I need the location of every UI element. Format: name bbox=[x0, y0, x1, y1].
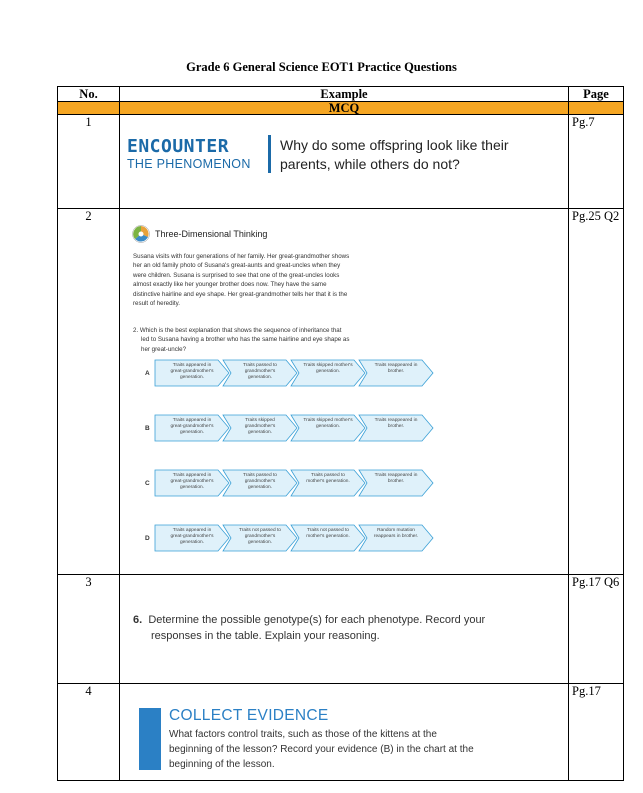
collect-evidence-text: What factors control traits, such as those of the kittens at the beginning of the lesson? Record your evidence (B) in the chart at the beginning of the lesson. bbox=[169, 729, 474, 770]
sequence-arrow bbox=[358, 414, 434, 442]
mcq-label: MCQ bbox=[120, 102, 569, 115]
header-example: Example bbox=[120, 87, 569, 102]
sequence-arrow bbox=[154, 469, 230, 497]
sequence-step-text: Traits not passed to grandmother's generation. bbox=[239, 528, 281, 545]
option-letter: C bbox=[145, 479, 150, 487]
example-cell bbox=[120, 115, 569, 209]
sequence-step-text: Traits reappeared in brother. bbox=[374, 363, 418, 374]
sequence-arrow bbox=[358, 469, 434, 497]
sequence-step-text: Traits appeared in great-grandmother's generation. bbox=[170, 528, 214, 545]
header-no: No. bbox=[58, 87, 120, 102]
sequence-arrow bbox=[358, 359, 434, 387]
question-text: 2. Which is the best explanation that shows the sequence of inheritance that led to Susana having a brother who has the same hairline and eye shape as her great-uncle? bbox=[133, 327, 350, 353]
sequence-arrow bbox=[358, 524, 434, 552]
option-b[interactable] bbox=[145, 414, 426, 442]
three-d-thinking-icon bbox=[132, 225, 150, 243]
sequence-arrow bbox=[222, 414, 298, 442]
mcq-row bbox=[58, 102, 624, 115]
header-page: Page bbox=[569, 87, 624, 102]
three-d-badge bbox=[132, 225, 267, 243]
sequence-arrow bbox=[154, 524, 230, 552]
sequence-step-text: Traits reappeared in brother. bbox=[374, 473, 418, 484]
sequence-step-text: Traits skipped grandmother's generation. bbox=[244, 418, 276, 435]
sequence-step-text: Traits appeared in great-grandmother's generation. bbox=[170, 363, 214, 380]
sequence-step-text: Traits appeared in great-grandmother's generation. bbox=[170, 418, 214, 435]
sequence-arrow bbox=[222, 359, 298, 387]
sequence-step-text: Traits not passed to mother's generation. bbox=[306, 528, 350, 539]
page-ref: Pg.17 bbox=[569, 684, 624, 781]
option-letter: A bbox=[145, 369, 150, 377]
example-cell bbox=[120, 209, 569, 575]
sequence-arrow bbox=[154, 414, 230, 442]
option-c[interactable] bbox=[145, 469, 426, 497]
sequence-step-text: Traits reappeared in brother. bbox=[374, 418, 418, 429]
encounter-heading bbox=[127, 137, 251, 172]
encounter-title: ENCOUNTER bbox=[127, 136, 230, 157]
option-letter: D bbox=[145, 534, 150, 542]
page-ref: Pg.17 Q6 bbox=[569, 575, 624, 684]
page-ref: Pg.25 Q2 bbox=[569, 209, 624, 575]
table-row bbox=[58, 575, 624, 684]
page-ref: Pg.7 bbox=[569, 115, 624, 209]
encounter-question: Why do some offspring look like their parents, while others do not? bbox=[280, 137, 509, 172]
sequence-arrow bbox=[154, 359, 230, 387]
collect-evidence-marker bbox=[139, 708, 161, 770]
sequence-arrow bbox=[290, 524, 366, 552]
row-number: 2 bbox=[58, 209, 120, 575]
row-number: 4 bbox=[58, 684, 120, 781]
sequence-arrow bbox=[290, 469, 366, 497]
three-d-thinking-label: Three-Dimensional Thinking bbox=[155, 229, 268, 239]
example-cell bbox=[120, 575, 569, 684]
question-number: 6. bbox=[133, 614, 143, 626]
row-number: 3 bbox=[58, 575, 120, 684]
table-row bbox=[58, 115, 624, 209]
sequence-step-text: Traits skipped mother's generation. bbox=[303, 418, 353, 429]
option-letter: B bbox=[145, 424, 150, 432]
header-row bbox=[58, 87, 624, 102]
sequence-step-text: Traits passed to grandmother's generation. bbox=[243, 363, 277, 380]
sequence-arrow bbox=[290, 414, 366, 442]
collect-evidence-title: COLLECT EVIDENCE bbox=[169, 707, 329, 724]
sequence-step-text: Random mutation reappears in brother. bbox=[373, 528, 419, 539]
sequence-arrow bbox=[290, 359, 366, 387]
sequence-step-text: Traits appeared in great-grandmother's generation. bbox=[170, 473, 214, 490]
question-6: 6. Determine the possible genotype(s) for each phenotype. Record your responses in the table. Explain your reasoning. bbox=[133, 614, 486, 642]
option-a[interactable] bbox=[145, 359, 426, 387]
document-title: Grade 6 General Science EOT1 Practice Questions bbox=[186, 60, 457, 74]
sequence-arrow bbox=[222, 524, 298, 552]
encounter-divider bbox=[268, 135, 271, 173]
table-row bbox=[58, 684, 624, 781]
sequence-step-text: Traits passed to grandmother's generation. bbox=[243, 473, 277, 490]
sequence-arrow bbox=[222, 469, 298, 497]
sequence-step-text: Traits passed to mother's generation. bbox=[306, 473, 350, 484]
encounter-subtitle: THE PHENOMENON bbox=[127, 157, 251, 171]
questions-table bbox=[57, 86, 624, 781]
passage: Susana visits with four generations of her family. Her great-grandmother shows her an old family photo of Susana's great-aunts and great-uncles when they were children. Susana is surprised to see that one of the great-uncles looks almost exactly like her younger brother does now. They have the same distinctive hairline and eye shape. Her great-grandmother tells her that it is the result of heredity. bbox=[133, 253, 350, 308]
option-d[interactable] bbox=[145, 524, 426, 552]
example-cell bbox=[120, 684, 569, 781]
table-row bbox=[58, 209, 624, 575]
row-number: 1 bbox=[58, 115, 120, 209]
sequence-step-text: Traits skipped mother's generation. bbox=[303, 363, 353, 374]
